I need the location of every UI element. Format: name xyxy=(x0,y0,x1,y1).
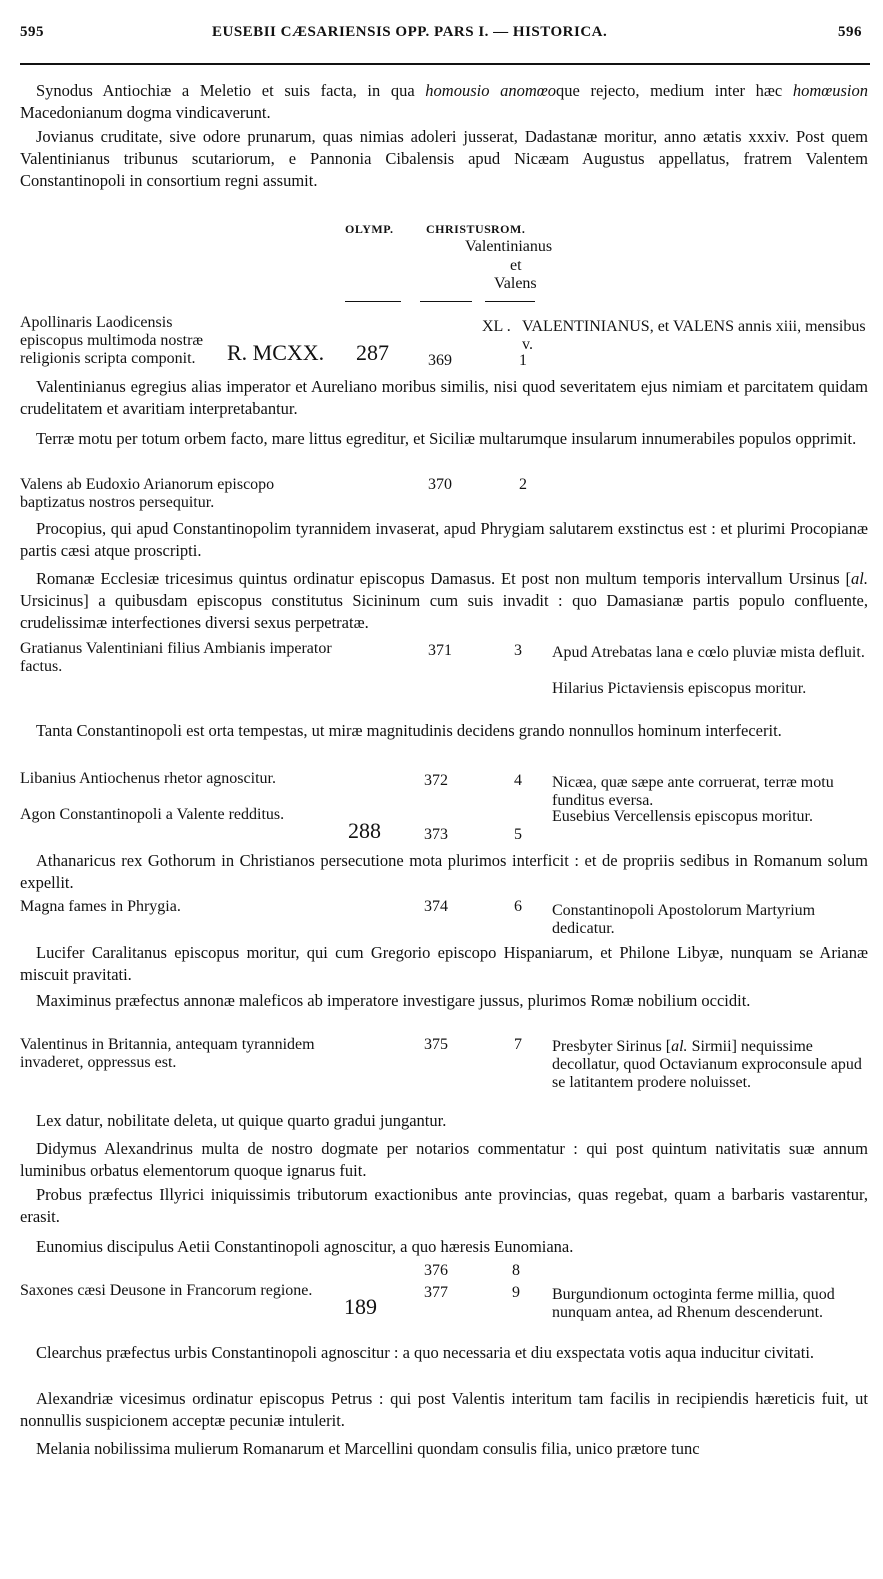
christus-year: 369 xyxy=(428,352,452,369)
emperor-name-1: Valentinianus xyxy=(465,238,553,255)
entry-left-fames: Magna fames in Phrygia. xyxy=(20,898,181,915)
christus-year: 371 xyxy=(428,642,452,659)
christus-year: 377 xyxy=(424,1284,448,1301)
entry-left-saxones: Saxones cæsi Deusone in Francorum regione. xyxy=(20,1282,313,1299)
entry-right-atrebatas: Apud Atrebatas lana e cœlo pluviæ mista defluit. xyxy=(552,644,865,661)
reign-year: 6 xyxy=(514,898,522,915)
column-header-olymp: OLYMP. xyxy=(345,222,394,236)
entry-right-nicaea: Nicæa, quæ sæpe ante corruerat, terræ motu funditus eversa. xyxy=(552,774,834,809)
right-page-number: 596 xyxy=(838,24,862,40)
olympiad-number: 288 xyxy=(348,818,381,843)
entry-right-martyrium: Constantinopoli Apostolorum Martyrium dedicatur. xyxy=(552,902,816,937)
paragraph-lucifer: Lucifer Caralitanus episcopus moritur, qui cum Gregorio episcopo Hispaniarum, et Philone Libyæ, nunquam se Arianæ miscuit pravitati. xyxy=(20,943,868,984)
running-title: EUSEBII CÆSARIENSIS OPP. PARS I. — HISTORICA. xyxy=(212,24,608,40)
entry-left-apollinaris: Apollinaris Laodicensis episcopus multimoda nostræ religionis scripta componit. xyxy=(20,314,204,367)
paragraph-melania: Melania nobilissima mulierum Romanarum et Marcellini quondam consulis filia, unico prætore tunc xyxy=(36,1439,700,1458)
left-page-number: 595 xyxy=(20,24,44,40)
intro-paragraph-jovianus: Jovianus cruditate, sive odore prunarum, quas nimias adoleri jusserat, Dadastanæ moritur, anno ætatis xxxiv. Post quem Valentinianus tribunus scutariorum, e Pannonia Cibalensis apud Nicæam Augustus appellatus, fratrem Valentem Constantinopoli in consortium regni assumit. xyxy=(20,127,868,190)
reign-year: 3 xyxy=(514,642,522,659)
christus-year: 373 xyxy=(424,826,448,843)
paragraph-athanaricus: Athanaricus rex Gothorum in Christianos persecutione mota plurimos interficit : et de propriis sedibus in Romanum solum expellit. xyxy=(20,851,868,892)
entry-right-burgundiones: Burgundionum octoginta ferme millia, quod nunquam antea, ad Rhenum descenderunt. xyxy=(552,1286,835,1321)
entry-right-hilarius: Hilarius Pictaviensis episcopus moritur. xyxy=(552,680,807,697)
reign-year: 9 xyxy=(512,1284,520,1301)
entry-right-sirinus: Presbyter Sirinus [al. Sirmii] nequissime decollatur, quod Octavianum exproconsule apud se latitantem prodere noluisset. xyxy=(552,1038,862,1091)
entry-left-agon: Agon Constantinopoli a Valente redditus. xyxy=(20,806,285,823)
paragraph-petrus: Alexandriæ vicesimus ordinatur episcopus Petrus : qui post Valentis interitum tam facilis in recipiendis hæreticis fuit, ut nonnullis suspicionem acceptæ pecuniæ intulerit. xyxy=(20,1389,868,1430)
paragraph-maximinus: Maximinus præfectus annonæ maleficos ab imperatore investigare jussus, plurimos Romæ nobilium occidit. xyxy=(36,991,751,1010)
olympiad-marker: XL . xyxy=(482,318,511,335)
column-header-christus: CHRISTUS xyxy=(426,222,492,236)
paragraph-probus: Probus præfectus Illyrici iniquissimis tributorum exactionibus ante provincias, quas regebat, quam a barbaris vastarentur, erasit. xyxy=(20,1185,868,1226)
christus-year: 374 xyxy=(424,898,448,915)
paragraph-terrae-motu: Terræ motu per totum orbem facto, mare littus egreditur, et Siciliæ multarumque insularum innumerabiles populos opprimit. xyxy=(36,429,857,448)
olympiad-number: 189 xyxy=(344,1294,377,1319)
christus-year: 370 xyxy=(428,476,452,493)
roman-year-marker: R. MCXX. xyxy=(227,340,325,365)
column-rule-rom xyxy=(485,301,535,302)
entry-left-gratianus: Gratianus Valentiniani filius Ambianis imperator factus. xyxy=(20,640,332,675)
reign-year: 5 xyxy=(514,826,522,843)
paragraph-didymus: Didymus Alexandrinus multa de nostro dogmate per notarios commentatur : qui post quintum nativitatis suæ annum luminibus orbatus elementorum quoque ignarus fuit. xyxy=(20,1139,868,1180)
column-rule-christus xyxy=(420,301,472,302)
christus-year: 375 xyxy=(424,1036,448,1053)
paragraph-tempestas: Tanta Constantinopoli est orta tempestas, ut miræ magnitudinis decidens grando nonnullos hominum interfecerit. xyxy=(36,721,782,740)
christus-year: 372 xyxy=(424,772,448,789)
paragraph-eunomius: Eunomius discipulus Aetii Constantinopoli agnoscitur, a quo hæresis Eunomiana. xyxy=(36,1237,574,1256)
column-header-rom: ROM. xyxy=(491,222,526,236)
reign-year: 4 xyxy=(514,772,522,789)
christus-year: 376 xyxy=(424,1262,448,1279)
header-rule xyxy=(20,63,870,65)
reign-year: 1 xyxy=(519,352,527,369)
reign-year: 8 xyxy=(512,1262,520,1279)
entry-right-eusebius: Eusebius Vercellensis episcopus moritur. xyxy=(552,808,813,825)
emperor-conjunction: et xyxy=(510,257,522,274)
entry-left-libanius: Libanius Antiochenus rhetor agnoscitur. xyxy=(20,770,276,787)
entry-left-valentinus: Valentinus in Britannia, antequam tyrannidem invaderet, oppressus est. xyxy=(20,1036,315,1071)
paragraph-procopius: Procopius, qui apud Constantinopolim tyrannidem invaserat, apud Phrygiam salutarem exstinctus est : et plurimi Procopianæ partis cæsi atque proscripti. xyxy=(20,519,868,560)
column-rule-olymp xyxy=(345,301,401,302)
emperor-name-2: Valens xyxy=(494,275,537,292)
paragraph-valentinianus: Valentinianus egregius alias imperator et Aureliano moribus similis, nisi quod severitatem ejus nimiam et parcitatem quidam crudelitatem et avaritiam interpretabantur. xyxy=(20,377,868,418)
reign-year: 2 xyxy=(519,476,527,493)
olympiad-number: 287 xyxy=(356,340,389,365)
paragraph-lex: Lex datur, nobilitate deleta, ut quique quarto gradui jungantur. xyxy=(36,1111,447,1130)
entry-right-reign: VALENTINIANUS, et VALENS annis xiii, mensibus v. xyxy=(522,318,866,353)
reign-year: 7 xyxy=(514,1036,522,1053)
entry-left-valens: Valens ab Eudoxio Arianorum episcopo baptizatus nostros persequitur. xyxy=(20,476,275,511)
intro-paragraph-synodus: Synodus Antiochiæ a Meletio et suis facta, in qua homousio anomœoque rejecto, medium inter hæc homœusion Macedonianum dogma vindicaverunt. xyxy=(20,81,869,122)
paragraph-damasus: Romanæ Ecclesiæ tricesimus quintus ordinatur episcopus Damasus. Et post non multum temporis intervallum Ursinus [al. Ursicinus] a quibusdam episcopus constitutus Sicininum cum suis invadit : quo Damasianæ partis populo confluente, crudelissimæ interfectiones diversi sexus perpetratæ. xyxy=(20,569,868,632)
paragraph-clearchus: Clearchus præfectus urbis Constantinopoli agnoscitur : a quo necessaria et diu exspectata votis aqua inducitur civitati. xyxy=(36,1343,815,1362)
